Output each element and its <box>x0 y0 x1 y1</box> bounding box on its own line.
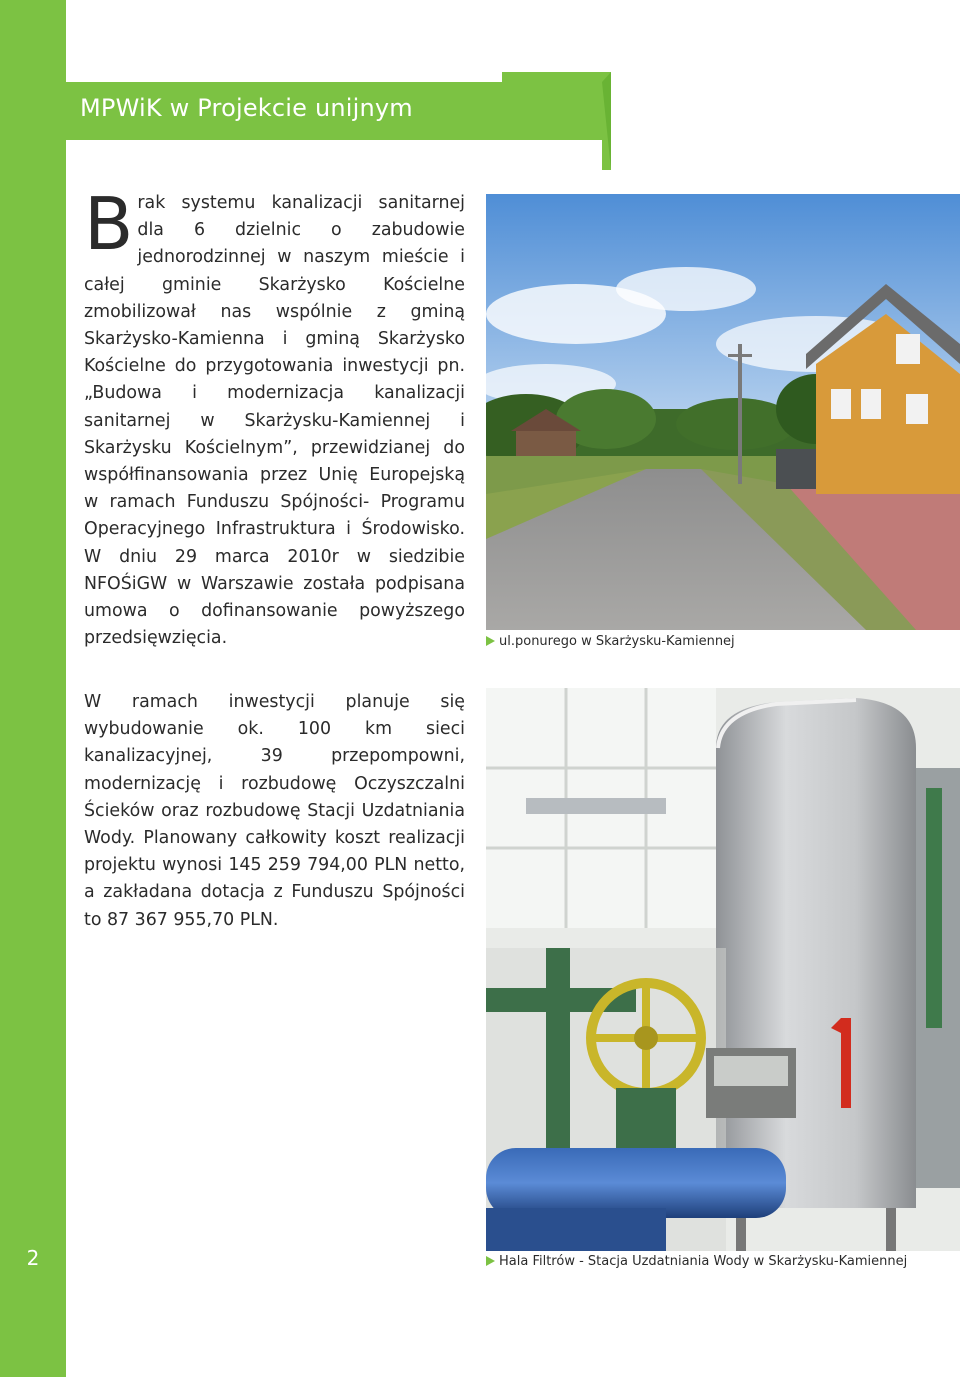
caption-arrow-icon <box>486 636 495 646</box>
caption-arrow-icon <box>486 1256 495 1266</box>
drop-cap: B <box>84 182 134 266</box>
street-photo-caption <box>486 634 735 649</box>
street-photo <box>486 194 960 630</box>
filter-hall-photo-illustration <box>486 688 960 1251</box>
street-photo-illustration <box>486 194 960 630</box>
filter-hall-photo-caption <box>486 1254 907 1269</box>
article-paragraph-2: W ramach inwestycji planuje się wybudowanie ok. 100 km sieci kanalizacyjnej, 39 przepompowni, modernizację i rozbudowę Oczyszczalni Ścieków oraz rozbudowę Stacji Uzdatniania Wody. Planowany całkowity koszt realizacji projektu wynosi 145 259 794,00 PLN netto, a zakładana dotacja z Funduszu Spójności to 87 367 955,70 PLN. <box>84 692 465 930</box>
article-paragraph-1 <box>84 182 465 652</box>
paragraph-1-text: rak systemu kanalizacji sanitarnej dla 6 dzielnic o zabudowie jednorodzinnej w naszym mieście i całej gminie Skarżysko Kościelne zmobilizował nas wspólnie z gminą Skarżysko-Kamienna i gminą Skarżysko Kościelne do przygotowania inwestycji pn. „Budowa i modernizacja kanalizacji sanitarnej w Skarżysku-Kamiennej i Skarżysku Kościelnym”, przewidzianej do współfinansowania przez Unię Europejską w ramach Funduszu Spójności- Programu Operacyjnego Infrastruktura i Środowisko. W dniu 29 marca 2010r w siedzibie NFOŚiGW w Warszawie została podpisana umowa o dofinansowanie powyższego przedsięwzięcia. <box>84 193 465 649</box>
side-accent-bar <box>0 0 66 1377</box>
filter-hall-photo <box>486 688 960 1251</box>
page-number: 2 <box>26 1246 40 1270</box>
street-caption-text: ul.ponurego w Skarżysku-Kamiennej <box>499 634 735 649</box>
page-title: MPWiK w Projekcie unijnym <box>80 94 413 122</box>
filter-hall-caption-text: Hala Filtrów - Stacja Uzdatniania Wody w Skarżysku-Kamiennej <box>499 1254 908 1269</box>
